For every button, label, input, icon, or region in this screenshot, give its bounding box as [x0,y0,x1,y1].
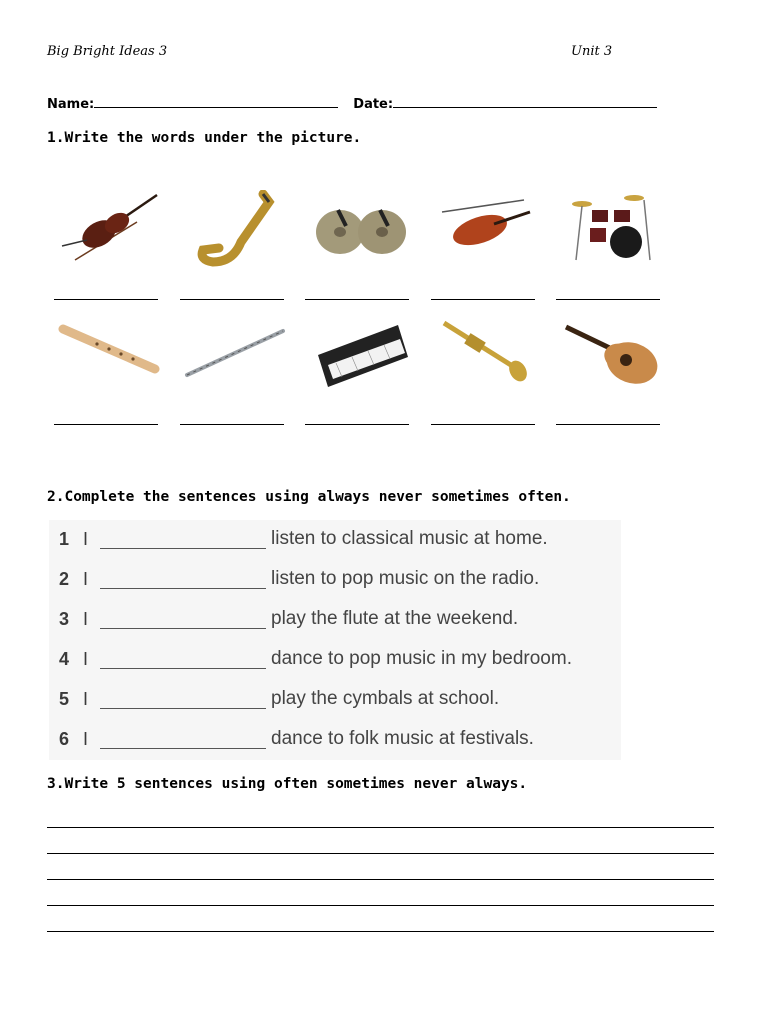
sentence-blank[interactable] [100,548,266,549]
sentence-text: dance to pop music in my bedroom. [271,648,572,669]
saxophone-icon [183,190,287,268]
sentence-row [49,560,621,600]
answer-line[interactable] [305,299,409,300]
section-1-title: 1.Write the words under the picture. [47,130,362,146]
name-label: Name: [47,97,95,112]
date-label: Date: [353,97,394,112]
writing-line[interactable] [47,931,714,932]
sentence-row [49,680,621,720]
sentence-subject: I [83,729,89,749]
date-field[interactable] [393,95,657,108]
sentence-number: 5 [59,689,70,709]
keyboard-icon [308,315,412,393]
flute-icon [183,315,287,393]
guitar-icon [562,315,666,393]
writing-line[interactable] [47,827,714,828]
sentence-row [49,600,621,640]
sentence-row [49,720,621,760]
recorder-icon [57,315,161,393]
answer-line[interactable] [305,424,409,425]
sentence-number: 2 [59,569,70,589]
sentence-text: dance to folk music at festivals. [271,728,534,749]
cymbals-icon [308,190,412,268]
answer-line[interactable] [54,424,158,425]
sentence-subject: I [83,649,89,669]
trumpet-icon [434,315,538,393]
writing-line[interactable] [47,905,714,906]
writing-line[interactable] [47,879,714,880]
section-2-title: 2.Complete the sentences using always never sometimes often. [47,489,571,505]
violin-icon [434,190,538,268]
sentence-number: 1 [59,529,70,549]
sentence-text: listen to classical music at home. [271,528,548,549]
answer-line[interactable] [431,424,535,425]
drum-kit-icon [562,190,666,268]
sentence-blank[interactable] [100,668,266,669]
sentence-row [49,520,621,560]
sentence-row [49,640,621,680]
name-date-row [47,95,657,112]
sentence-subject: I [83,609,89,629]
name-field[interactable] [94,95,338,108]
answer-line[interactable] [180,299,284,300]
sentence-text: listen to pop music on the radio. [271,568,540,589]
sentence-subject: I [83,689,89,709]
cello-icon [57,190,161,268]
sentence-text: play the cymbals at school. [271,688,500,709]
sentence-panel [49,520,621,760]
answer-line[interactable] [431,299,535,300]
sentence-text: play the flute at the weekend. [271,608,519,629]
sentence-subject: I [83,569,89,589]
answer-line[interactable] [180,424,284,425]
unit-label: Unit 3 [571,44,613,59]
sentence-blank[interactable] [100,588,266,589]
sentence-number: 4 [59,649,70,669]
sentence-number: 6 [59,729,70,749]
book-title: Big Bright Ideas 3 [47,44,168,59]
writing-line[interactable] [47,853,714,854]
answer-line[interactable] [54,299,158,300]
sentence-blank[interactable] [100,628,266,629]
answer-line[interactable] [556,299,660,300]
section-3-title: 3.Write 5 sentences using often sometimes never always. [47,776,528,792]
answer-line[interactable] [556,424,660,425]
sentence-blank[interactable] [100,708,266,709]
sentence-subject: I [83,529,89,549]
sentence-blank[interactable] [100,748,266,749]
sentence-number: 3 [59,609,70,629]
